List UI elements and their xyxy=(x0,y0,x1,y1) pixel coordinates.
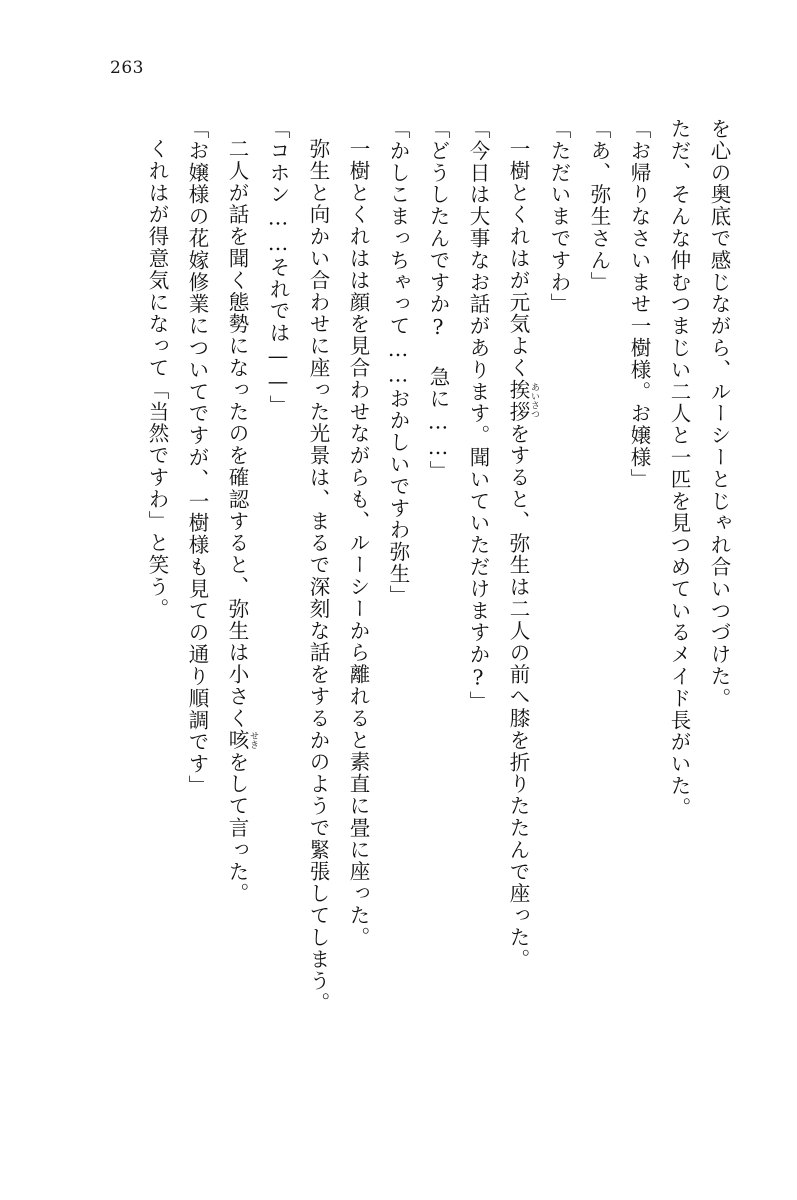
page-number: 263 xyxy=(110,58,144,78)
paragraph: 「コホン……それでは——」 xyxy=(266,118,290,417)
paragraph: ただ、そんな仲むつまじい二人と一匹を見つめているメイド長がいた。 xyxy=(667,118,691,819)
paragraph: 「お嬢様の花嫁修業についてですが、一樹様も見ての通り順調です」 xyxy=(185,118,209,797)
paragraph: くれはが得意気になって「当然ですわ」と笑う。 xyxy=(145,138,169,620)
paragraph: 「あ、弥生さん」 xyxy=(587,118,611,294)
paragraph: 一樹とくれはは顔を見合わせながらも、ルーシーから離れると素直に畳に座った。 xyxy=(346,138,370,949)
paragraph-post: をすると、弥生は二人の前へ膝を折りたたんで座った。 xyxy=(506,422,530,971)
paragraph-pre: 二人が話を聞く態勢になったのを確認すると、弥生は小さく xyxy=(225,138,249,730)
ruby-text: せき xyxy=(248,729,258,752)
paragraph: を心の奥底で感じながら、ルーシーとじゃれ合いつづけた。 xyxy=(707,118,731,710)
ruby-text: あいさつ xyxy=(529,378,539,423)
ruby-group xyxy=(506,378,539,423)
paragraph-with-ruby xyxy=(498,118,539,1128)
paragraph: 「どうしたんですか? 急に……」 xyxy=(426,118,450,483)
paragraph: 「お帰りなさいませ一樹様。お嬢様」 xyxy=(627,118,651,491)
ruby-base: 咳 xyxy=(225,729,249,752)
paragraph: 「かしこまっちゃって……おかしいですわ弥生」 xyxy=(386,118,410,607)
paragraph: 弥生と向かい合わせに座った光景は、まるで深刻な話をするかのようで緊張してしまう。 xyxy=(306,138,330,1014)
ruby-group xyxy=(225,729,258,752)
paragraph: 「今日は大事なお話があります。聞いていただけますか?」 xyxy=(466,118,490,713)
paragraph: 「ただいまですわ」 xyxy=(547,118,571,316)
body-text xyxy=(39,118,739,1128)
paragraph-post: をして言った。 xyxy=(225,751,249,905)
paragraph-pre: 一樹とくれはが元気よく xyxy=(506,138,530,379)
ruby-base: 挨拶 xyxy=(506,378,530,423)
paragraph-with-ruby xyxy=(217,118,258,1128)
